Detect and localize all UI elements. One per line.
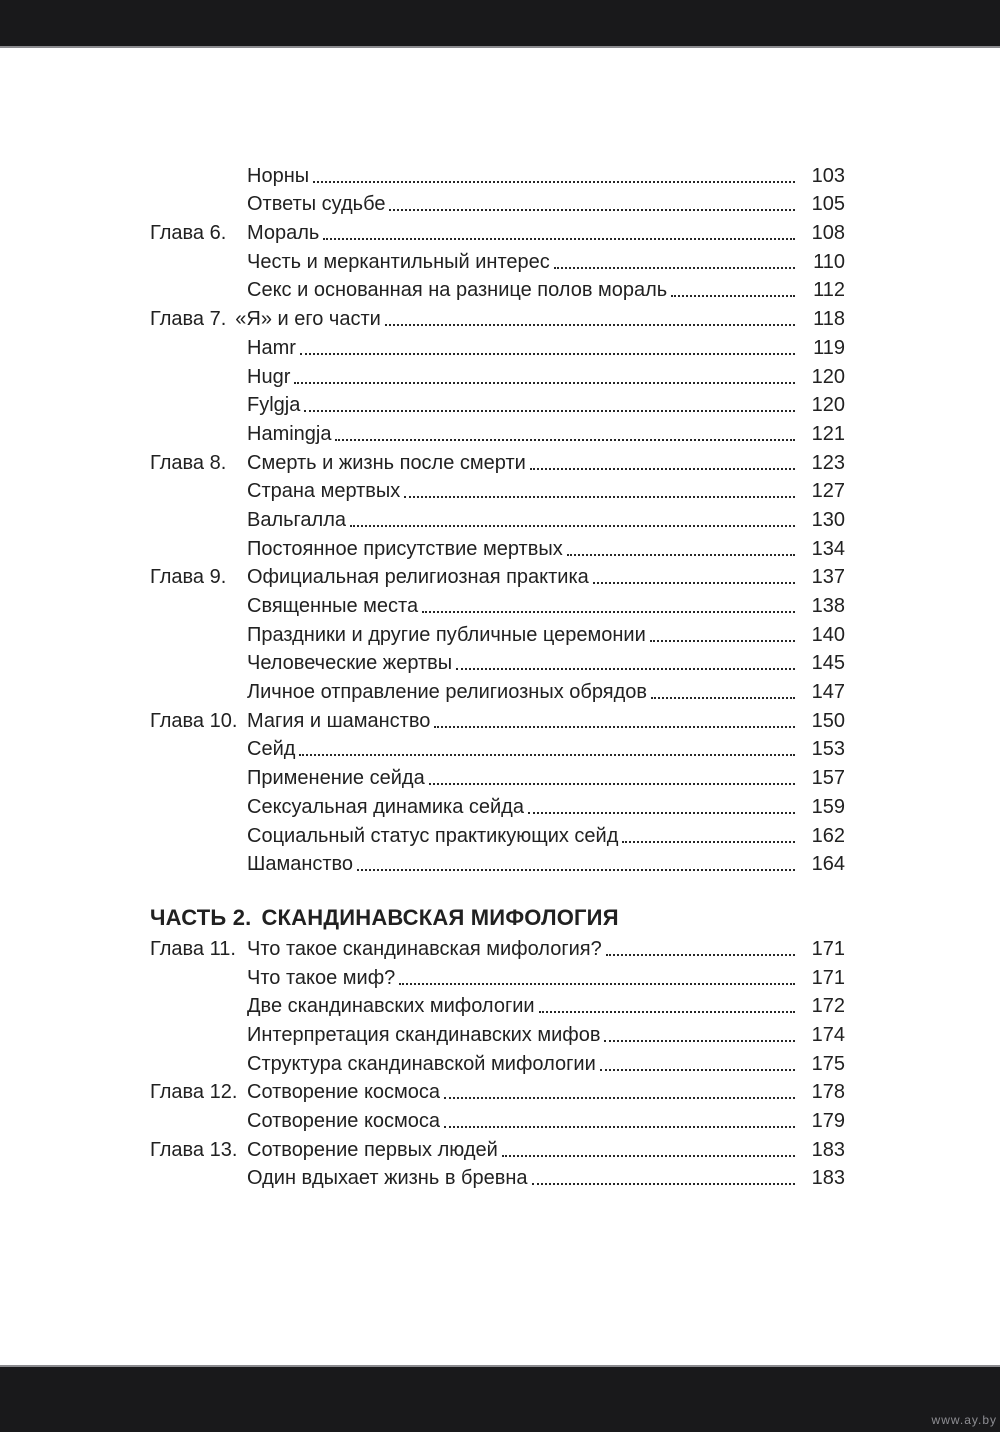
entry-title: Норны (247, 164, 310, 187)
toc-entry (0, 619, 1000, 648)
entry-title: «Я» и его части (235, 308, 381, 331)
toc-entry (0, 676, 1000, 705)
dot-leader (422, 611, 795, 613)
part-heading-label: ЧАСТЬ 2. (150, 905, 252, 931)
toc-entry (0, 562, 1000, 591)
chapter-label: Глава 13. (150, 1138, 238, 1161)
dot-leader (593, 582, 795, 584)
dot-leader (444, 1097, 795, 1099)
page-number: 172 (811, 995, 845, 1018)
toc-entry (0, 504, 1000, 533)
dot-leader (532, 1183, 796, 1185)
page-number: 130 (811, 508, 845, 531)
toc-entry (0, 160, 1000, 189)
page-number: 103 (811, 164, 845, 187)
part-heading-title: СКАНДИНАВСКАЯ МИФОЛОГИЯ (261, 905, 619, 931)
page-number: 159 (811, 795, 845, 818)
chapter-label: Глава 6. (150, 222, 227, 245)
toc-entry (0, 361, 1000, 390)
dot-leader (304, 410, 795, 412)
entry-title: Сотворение космоса (247, 1081, 441, 1104)
dot-leader (389, 209, 795, 211)
page-number: 183 (811, 1167, 845, 1190)
dot-leader (604, 1040, 795, 1042)
toc-entry (0, 791, 1000, 820)
dot-leader (350, 525, 795, 527)
entry-title: Fylgja (247, 394, 301, 417)
page-number: 171 (811, 937, 845, 960)
dot-leader (313, 181, 795, 183)
page-number: 123 (811, 451, 845, 474)
entry-title: Постоянное присутствие мертвых (247, 537, 563, 560)
entry-title: Официальная религиозная практика (247, 566, 589, 589)
page-number: 105 (811, 193, 845, 216)
chapter-label: Глава 8. (150, 451, 227, 474)
page-number: 164 (811, 853, 845, 876)
entry-title: Что такое миф? (247, 966, 396, 989)
page-number: 108 (811, 222, 845, 245)
chapter-label: Глава 10. (150, 709, 238, 732)
toc-entry (0, 1163, 1000, 1192)
toc-entry (0, 1105, 1000, 1134)
entry-title: Сотворение первых людей (247, 1138, 498, 1161)
page-number: 120 (811, 365, 845, 388)
entry-title: Применение сейда (247, 767, 425, 790)
toc-entry (0, 590, 1000, 619)
page-number: 119 (813, 336, 845, 359)
part-heading (0, 903, 1000, 933)
dot-leader (404, 496, 795, 498)
toc-entry (0, 734, 1000, 763)
page-number: 174 (811, 1023, 845, 1046)
toc-entry (0, 1019, 1000, 1048)
toc-entry (0, 933, 1000, 962)
book-page (0, 50, 1000, 1363)
entry-title: Личное отправление религиозных обрядов (247, 681, 647, 704)
toc-entry (0, 962, 1000, 991)
page-number: 138 (811, 595, 845, 617)
dot-leader (554, 267, 795, 269)
page-number: 140 (811, 623, 845, 646)
dot-leader (567, 554, 795, 556)
entry-title: Социальный статус практикующих сейд (247, 824, 619, 847)
dot-leader (600, 1069, 795, 1071)
dot-leader (357, 869, 795, 871)
toc-entry (0, 418, 1000, 447)
toc-entry (0, 705, 1000, 734)
toc-entry (0, 1134, 1000, 1163)
toc-entries-part1 (0, 160, 1000, 877)
page-number: 162 (811, 824, 845, 847)
page-number: 121 (811, 422, 845, 445)
chapter-label: Глава 12. (150, 1081, 238, 1104)
dot-leader (530, 468, 795, 470)
chapter-label: Глава 7. (150, 308, 227, 331)
page-number: 134 (811, 537, 845, 560)
entry-title: Ответы судьбе (247, 193, 386, 216)
toc-entry (0, 217, 1000, 246)
entry-title: Шаманство (247, 853, 354, 876)
dot-leader (651, 697, 795, 699)
top-letterbox-bar (0, 0, 1000, 48)
toc-entry (0, 648, 1000, 677)
toc-entry (0, 991, 1000, 1020)
dot-leader (456, 668, 795, 670)
toc-entry (0, 189, 1000, 218)
toc-entry (0, 849, 1000, 878)
toc-entry (0, 762, 1000, 791)
entry-title: Сотворение космоса (247, 1110, 441, 1132)
dot-leader (299, 754, 795, 756)
toc-entry (0, 820, 1000, 849)
dot-leader (300, 353, 795, 355)
dot-leader (385, 324, 795, 326)
entry-title: Смерть и жизнь после смерти (247, 451, 526, 474)
dot-leader (671, 295, 795, 297)
page-number: 147 (811, 681, 845, 704)
page-number: 118 (813, 308, 845, 331)
toc-entry (0, 1077, 1000, 1106)
page-number: 145 (811, 652, 845, 675)
toc-entry (0, 303, 1000, 332)
dot-leader (429, 783, 795, 785)
bottom-letterbox-bar (0, 1365, 1000, 1432)
toc-entry (0, 1048, 1000, 1077)
chapter-label: Глава 9. (150, 566, 227, 589)
page-number: 127 (811, 480, 845, 503)
page-number: 179 (811, 1110, 845, 1132)
entry-title: Мораль (247, 222, 320, 245)
entry-title: Что такое скандинавская мифология? (247, 937, 602, 960)
page-number: 150 (811, 709, 845, 732)
dot-leader (528, 812, 795, 814)
toc-entry (0, 390, 1000, 419)
page-number: 153 (811, 738, 845, 761)
entry-title: Один вдыхает жизнь в бревна (247, 1167, 528, 1190)
page-number: 171 (811, 966, 845, 989)
entry-title: Интерпретация скандинавских мифов (247, 1023, 601, 1046)
page-number: 120 (811, 394, 845, 417)
page-number: 110 (813, 250, 845, 273)
dot-leader (434, 726, 795, 728)
dot-leader (444, 1126, 795, 1128)
dot-leader (650, 640, 795, 642)
table-of-contents (0, 160, 1000, 1191)
entry-title: Праздники и другие публичные церемонии (247, 623, 646, 646)
entry-title: Hamr (247, 336, 296, 359)
entry-title: Секс и основанная на разнице полов мораль (247, 279, 668, 302)
toc-entry (0, 533, 1000, 562)
toc-entry (0, 476, 1000, 505)
dot-leader (606, 954, 795, 956)
toc-entry (0, 447, 1000, 476)
dot-leader (399, 983, 795, 985)
toc-entries-part2 (0, 933, 1000, 1191)
toc-entry (0, 275, 1000, 304)
entry-title: Hugr (247, 365, 291, 388)
page-number: 137 (811, 566, 845, 589)
dot-leader (622, 841, 795, 843)
entry-title: Две скандинавских мифологии (247, 995, 535, 1018)
dot-leader (539, 1011, 795, 1013)
page-number: 178 (811, 1081, 845, 1104)
entry-title: Священные места (247, 595, 419, 617)
page-number: 175 (811, 1052, 845, 1075)
dot-leader (323, 238, 795, 240)
chapter-label: Глава 11. (150, 937, 236, 960)
entry-title: Вальгалла (247, 508, 346, 531)
toc-entry (0, 332, 1000, 361)
entry-title: Магия и шаманство (247, 709, 431, 732)
entry-title: Hamingja (247, 422, 332, 445)
watermark-text: www.ay.by (931, 1413, 997, 1427)
page-number: 157 (811, 767, 845, 790)
entry-title: Человеческие жертвы (247, 652, 453, 675)
entry-title: Честь и меркантильный интерес (247, 250, 550, 273)
entry-title: Страна мертвых (247, 480, 401, 503)
entry-title: Сейд (247, 738, 296, 761)
entry-title: Структура скандинавской мифологии (247, 1052, 596, 1075)
dot-leader (502, 1155, 795, 1157)
dot-leader (294, 382, 795, 384)
page-number: 112 (813, 279, 845, 302)
entry-title: Сексуальная динамика сейда (247, 795, 524, 818)
toc-entry (0, 246, 1000, 275)
dot-leader (335, 439, 795, 441)
page-number: 183 (811, 1138, 845, 1161)
